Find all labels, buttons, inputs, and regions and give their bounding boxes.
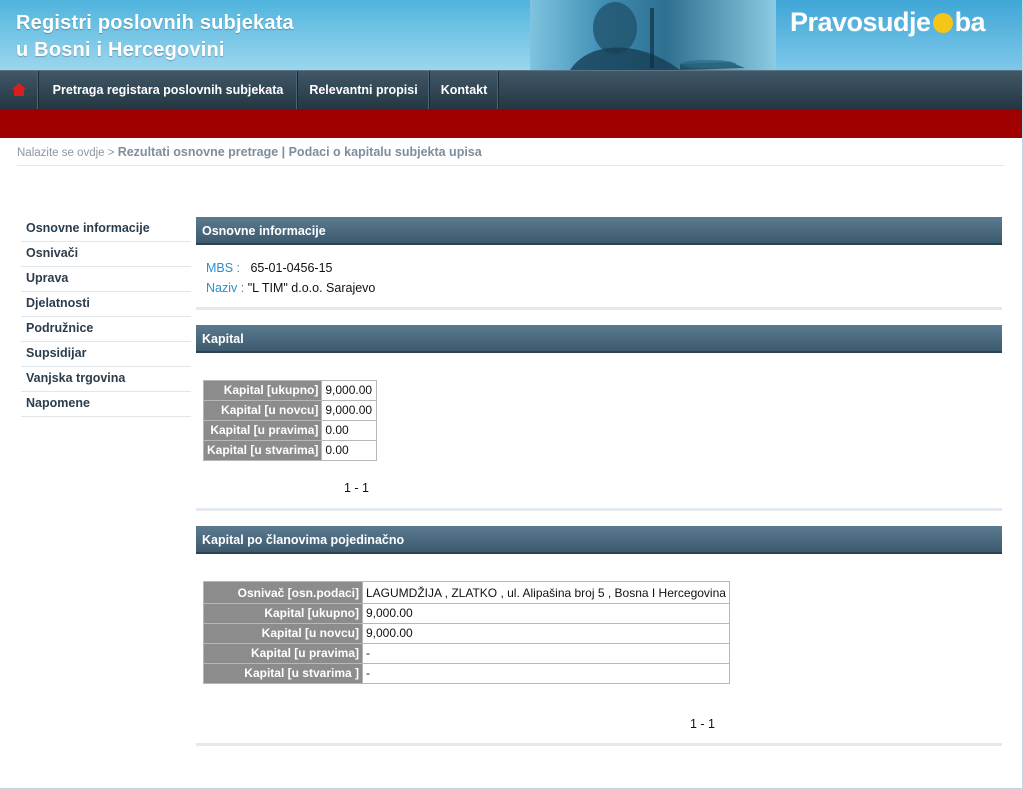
table-row: [204, 421, 377, 441]
capital-pager: 1 - 1: [344, 481, 370, 495]
member-capital-table: [203, 581, 730, 684]
member-capital-label: Kapital [u novcu]: [204, 624, 363, 644]
capital-value: 0.00: [322, 441, 377, 461]
mbs-row: [206, 261, 332, 275]
section-separator: [196, 743, 1002, 746]
logo-text-right: ba: [954, 7, 986, 38]
sidebar-item-uprava[interactable]: Uprava: [21, 267, 191, 292]
member-capital-value: 9,000.00: [363, 604, 730, 624]
breadcrumb-prefix: Nalazite se ovdje >: [17, 147, 115, 159]
capital-table: [203, 380, 377, 461]
member-capital-pager: 1 - 1: [690, 717, 716, 731]
capital-label: Kapital [u stvarima]: [204, 441, 322, 461]
nav-home-button[interactable]: [0, 71, 39, 110]
mbs-label: MBS :: [206, 261, 241, 275]
sidebar-item-supsidijar[interactable]: Supsidijar: [21, 342, 191, 367]
table-row: [204, 441, 377, 461]
capital-label: Kapital [u pravima]: [204, 421, 322, 441]
nav-item-propisi[interactable]: Relevantni propisi: [298, 71, 430, 110]
capital-label: Kapital [u novcu]: [204, 401, 322, 421]
logo-emblem-icon: [933, 13, 953, 33]
member-capital-label: Kapital [u pravima]: [204, 644, 363, 664]
sidebar-item-djelatnosti[interactable]: Djelatnosti: [21, 292, 191, 317]
sidebar-item-podruznice[interactable]: Podružnice: [21, 317, 191, 342]
member-capital-label: Osnivač [osn.podaci]: [204, 582, 363, 604]
justice-statue-icon: [530, 0, 776, 70]
site-title-line-1: Registri poslovnih subjekata: [16, 12, 294, 34]
site-header: [0, 0, 1022, 70]
name-label: Naziv :: [206, 281, 245, 295]
member-capital-label: Kapital [u stvarima ]: [204, 664, 363, 684]
red-accent-bar: [0, 109, 1022, 138]
table-row: [204, 664, 730, 684]
name-value: "L TIM" d.o.o. Sarajevo: [247, 281, 376, 295]
sidebar-item-vanjska-trgovina[interactable]: Vanjska trgovina: [21, 367, 191, 392]
section-heading-member-capital: Kapital po članovima pojedinačno: [196, 526, 1002, 554]
breadcrumb: [17, 145, 1004, 166]
logo-text-left: Pravosudje: [790, 7, 931, 38]
nav-item-kontakt[interactable]: Kontakt: [430, 71, 499, 110]
breadcrumb-current: Rezultati osnovne pretrage | Podaci o kapitalu subjekta upisa: [117, 145, 482, 159]
section-heading-capital: Kapital: [196, 325, 1002, 353]
sidebar-menu: [21, 217, 191, 417]
table-row: [204, 604, 730, 624]
site-title-line-2: u Bosni i Hercegovini: [16, 39, 225, 61]
member-capital-label: Kapital [ukupno]: [204, 604, 363, 624]
capital-value: 9,000.00: [322, 381, 377, 401]
member-capital-value: -: [363, 644, 730, 664]
section-heading-basic-info: Osnovne informacije: [196, 217, 1002, 245]
name-row: [206, 281, 375, 295]
table-row: [204, 381, 377, 401]
sidebar-item-osnovne-informacije[interactable]: Osnovne informacije: [21, 217, 191, 242]
table-row: [204, 624, 730, 644]
section-separator: [196, 307, 1002, 310]
sidebar-item-napomene[interactable]: Napomene: [21, 392, 191, 417]
member-capital-value: -: [363, 664, 730, 684]
nav-item-pretraga[interactable]: Pretraga registara poslovnih subjekata: [39, 71, 298, 110]
capital-value: 9,000.00: [322, 401, 377, 421]
table-row: [204, 401, 377, 421]
mbs-value: 65-01-0456-15: [250, 261, 333, 275]
table-row: [204, 644, 730, 664]
section-separator: [196, 508, 1002, 511]
pravosudje-logo[interactable]: [776, 0, 1022, 70]
capital-value: 0.00: [322, 421, 377, 441]
capital-label: Kapital [ukupno]: [204, 381, 322, 401]
justice-statue-image: [530, 0, 776, 70]
site-title: [16, 10, 294, 64]
home-icon: [11, 82, 27, 97]
member-capital-value: 9,000.00: [363, 624, 730, 644]
sidebar-item-osnivaci[interactable]: Osnivači: [21, 242, 191, 267]
member-capital-value: LAGUMDŽIJA , ZLATKO , ul. Alipašina broj 5 , Bosna I Hercegovina: [363, 582, 730, 604]
main-navigation: [0, 70, 1022, 110]
table-row: [204, 582, 730, 604]
